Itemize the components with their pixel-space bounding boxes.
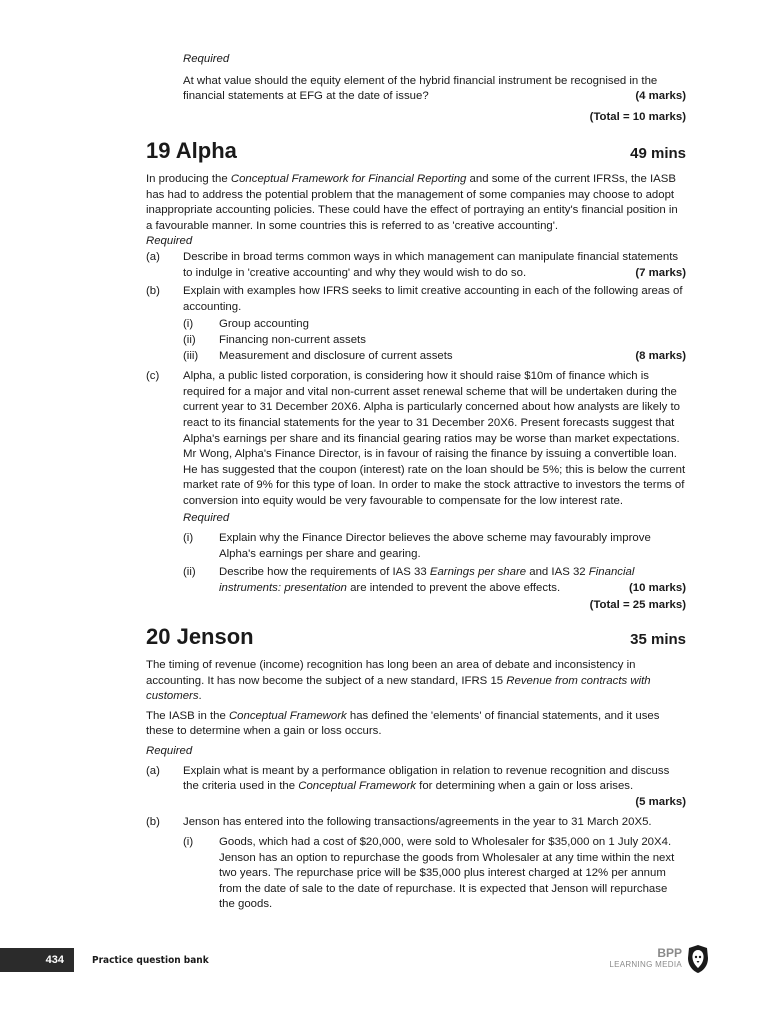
- required-label: Required: [146, 235, 193, 248]
- part-b: (b) Jenson has entered into the following transactions/agreements in the year to 31 March 20X5. (i) Goods, which had a cost of $20,000, were sold to Wholesaler for $35,000 on 1 July 20X4. Jenson has an option to repurchase the goods from Wholesaler at any time within the next two years. The repurchase price will be $35,000 plus interest charged at 12% per annum from the date of sale to the date of repurchase. It is expected that Jenson will repurchase the goods.: [146, 816, 675, 911]
- question-time: 35 mins: [630, 631, 686, 649]
- question-intro-2: The IASB in the Conceptual Framework has defined the 'elements' of financial statements, and it uses these to determine when a gain or loss occurs.: [146, 709, 660, 738]
- marks: (5 marks): [635, 795, 686, 808]
- question-title: 20 Jenson: [146, 624, 254, 650]
- previous-question-end: [183, 52, 686, 125]
- question-heading: [146, 138, 686, 164]
- part-a: (a) Describe in broad terms common ways in which management can manipulate financial statements to indulge in 'creative accounting' and why they would wish to do so. (7 marks): [146, 250, 686, 281]
- lion-logo-icon: [686, 944, 710, 974]
- question-title: 19 Alpha: [146, 138, 237, 163]
- page-number: 434: [0, 948, 74, 972]
- total-marks: (Total = 10 marks): [589, 110, 686, 123]
- required-label: Required: [146, 745, 193, 757]
- part-c: (c) Alpha, a public listed corporation, is considering how it should raise $10m of finance which is required for a major and vital non-current asset renewal scheme that will be undertaken during the current year to 31 December 20X6. Alpha is particularly concerned about how analysts are likely to react to its financial statements for the year to 31 December 20X6. Present forecasts suggest that Alpha's earnings per share and its financial gearing ratios may be worse than market expectations. Mr Wong, Alpha's Finance Director, is in favour of raising the finance by issuing a convertible loan. He has suggested that the coupon (interest) rate on the loan should be 5%; this is below the current market rate of 9% for this type of loan. In order to make the stock attractive to investors the terms of conversion into equity would be very favourable to compensate for the low interest rate. Required (i) Explain why the Finance Director believes the above scheme may favourably improve Alpha's earnings per share and gearing. (ii) Describe how the requirements of IAS 33 Earnings per share and IAS 32 Financial instruments: presentation are intended to prevent the above effects. (10 marks): [146, 369, 686, 596]
- requirement-text: At what value should the equity element of the hybrid financial instrument be recognised in the financial statements at EFG at the date of issue?: [183, 74, 658, 103]
- page-footer: [0, 948, 768, 974]
- marks: (10 marks): [629, 581, 686, 594]
- question-time: 49 mins: [630, 145, 686, 162]
- question-intro: In producing the Conceptual Framework for Financial Reporting and some of the current IFRSs, the IASB has had to address the potential problem that the management of some companies may choose to adopt inappropriate accounting policies. These could have the effect of portraying an entity's financial position in a favourable manner. In some countries this is referred to as 'creative accounting'.: [146, 173, 678, 232]
- part-a: (a) Explain what is meant by a performance obligation in relation to revenue recognition and discuss the criteria used in the Conceptual Framework for determining when a gain or loss arises. (5 marks): [146, 764, 686, 811]
- marks: (4 marks): [635, 90, 686, 103]
- part-b: (b) Explain with examples how IFRS seeks to limit creative accounting in each of the following areas of accounting. (i) Group accounting (ii) Financing non-current assets (iii) Measurement and disclosure of current assets (8 marks): [146, 284, 686, 364]
- question-heading: [146, 624, 686, 650]
- footer-title: Practice question bank: [92, 955, 209, 966]
- marks: (8 marks): [635, 349, 686, 362]
- marks: (7 marks): [635, 266, 686, 279]
- requirement: [183, 74, 686, 105]
- publisher-logo-text: BPP LEARNING MEDIA: [609, 946, 682, 969]
- total-marks: (Total = 25 marks): [589, 599, 686, 612]
- question-19: [146, 138, 686, 913]
- question-intro: The timing of revenue (income) recognition has long been an area of debate and inconsistency in accounting. It has now become the subject of a new standard, IFRS 15 Revenue from contracts with customers.: [146, 659, 651, 703]
- required-label: Required: [183, 53, 230, 65]
